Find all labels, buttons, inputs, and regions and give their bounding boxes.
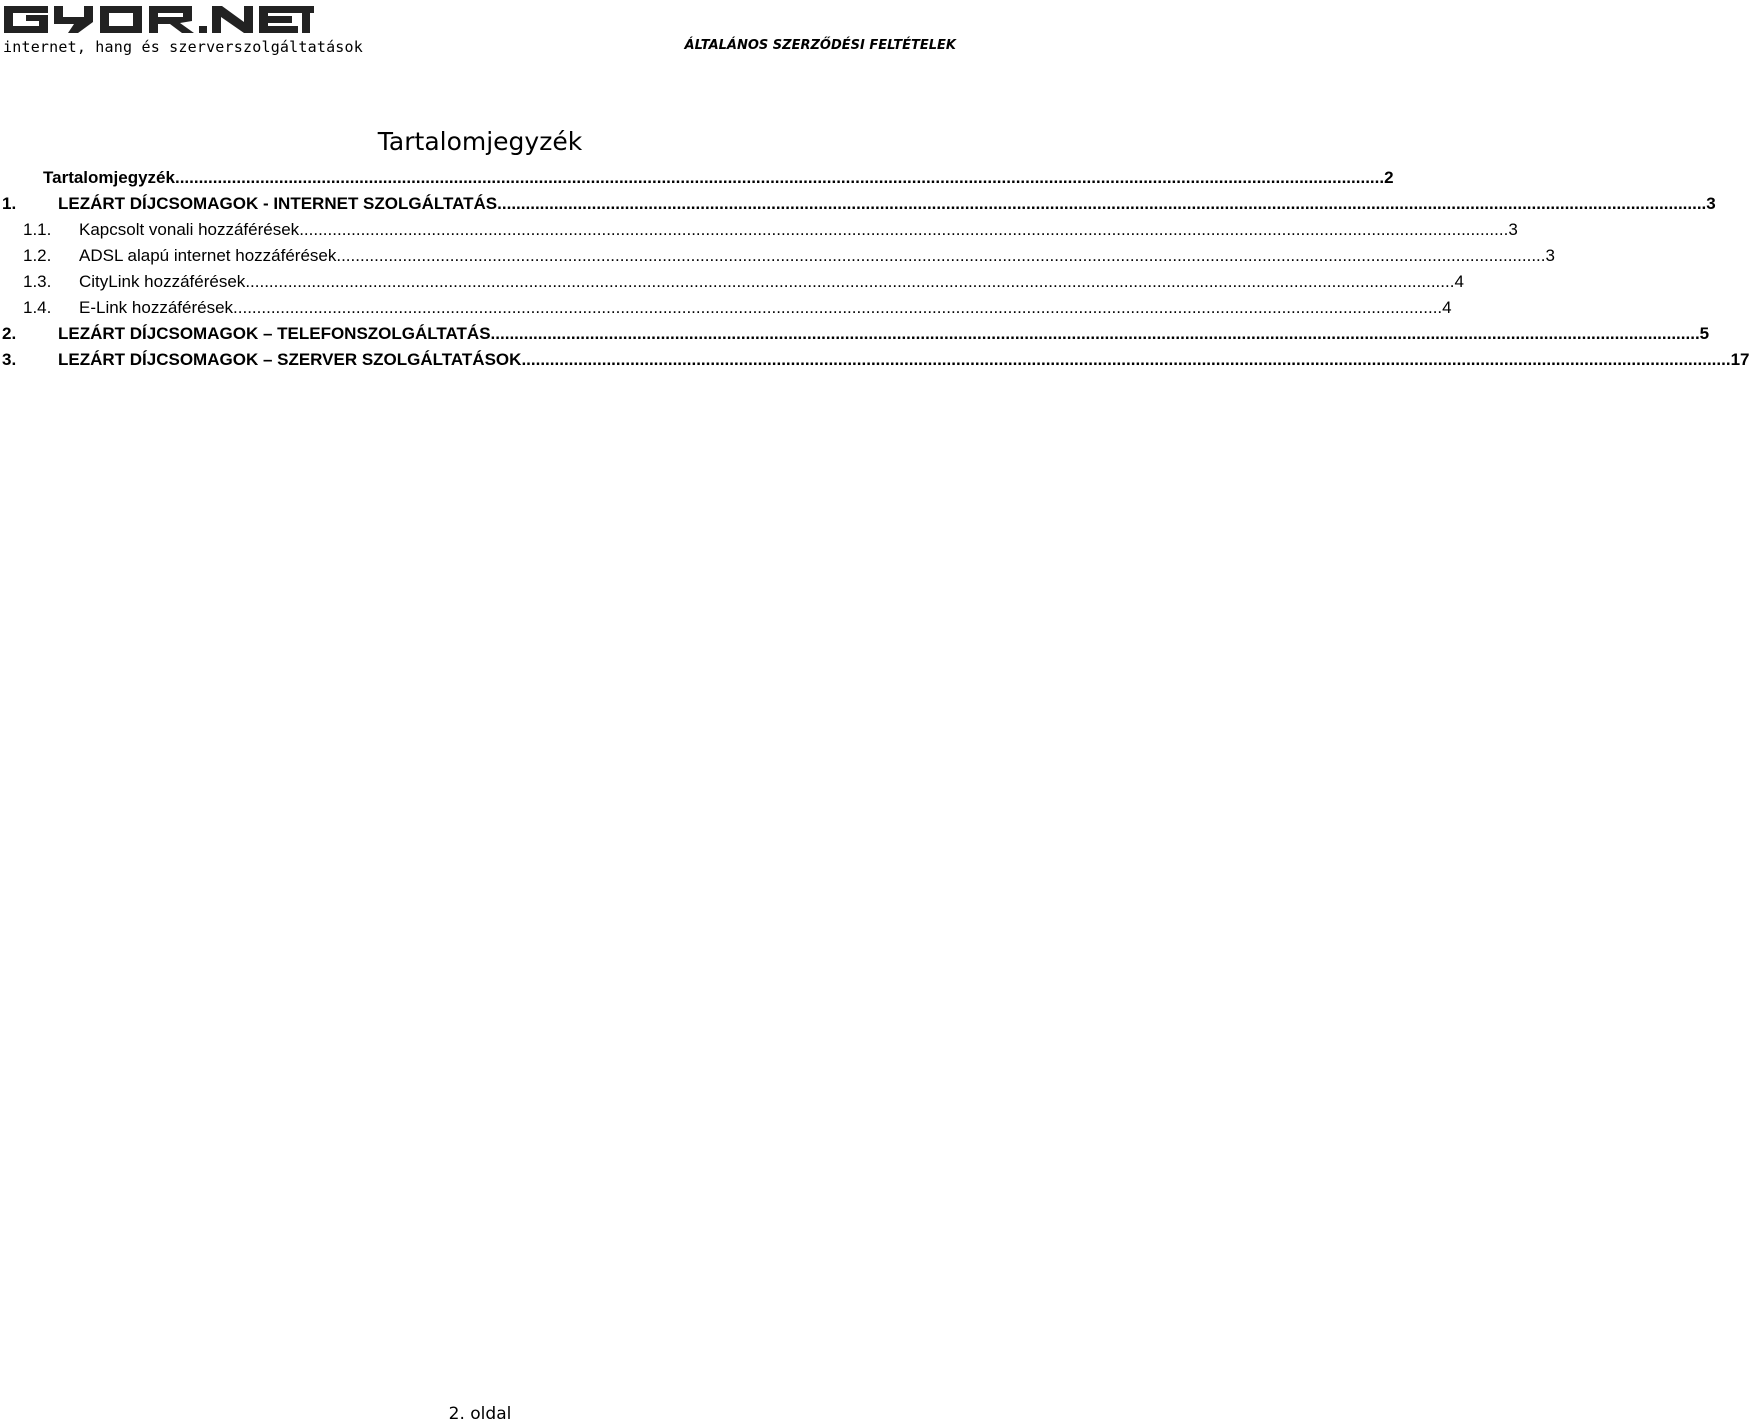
toc-entry[interactable] — [23, 298, 1452, 324]
toc-leader-dots — [233, 298, 1442, 318]
toc-entry[interactable] — [43, 168, 1394, 194]
toc-entry-label: LEZÁRT DÍJCSOMAGOK - INTERNET SZOLGÁLTATÁS — [58, 194, 498, 213]
toc-entry-number: 2. — [2, 324, 17, 343]
toc-entry-label: Kapcsolt vonali hozzáférések — [79, 220, 300, 239]
toc-entry-page: 3 — [1706, 194, 1716, 213]
page-number-footer: 2. oldal — [448, 1404, 512, 1424]
toc-entry[interactable] — [23, 220, 1518, 246]
toc-entry-label: ADSL alapú internet hozzáférések — [79, 246, 337, 265]
toc-entry-page: 4 — [1454, 272, 1464, 291]
document-title: ÁLTALÁNOS SZERZŐDÉSI FELTÉTELEK — [684, 38, 956, 53]
toc-entry[interactable] — [2, 324, 1710, 350]
toc-entry-number: 1. — [2, 194, 17, 213]
toc-entry-label: CityLink hozzáférések — [79, 272, 246, 291]
toc-entry-number: 1.2. — [23, 246, 52, 265]
toc-entry-number: 1.1. — [23, 220, 52, 239]
toc-entry-label: LEZÁRT DÍJCSOMAGOK – TELEFONSZOLGÁLTATÁS — [58, 324, 491, 343]
toc-leader-dots — [175, 168, 1384, 188]
toc-entry-page: 3 — [1545, 246, 1555, 265]
toc-leader-dots — [245, 272, 1454, 292]
toc-entry-page: 4 — [1442, 298, 1452, 317]
toc-leader-dots — [491, 324, 1700, 344]
toc-entry[interactable] — [23, 272, 1464, 298]
toc-entry[interactable] — [2, 350, 1749, 376]
toc-heading: Tartalomjegyzék — [377, 126, 583, 156]
page-header — [0, 0, 960, 60]
toc-entry-page: 3 — [1508, 220, 1518, 239]
toc-entry-label: Tartalomjegyzék — [43, 168, 175, 187]
gyor-net-logo — [2, 2, 314, 34]
toc-entry-page: 17 — [1730, 350, 1749, 369]
toc-entry-label: E-Link hozzáférések — [79, 298, 234, 317]
toc-entry-label: LEZÁRT DÍJCSOMAGOK – SZERVER SZOLGÁLTATÁSOK — [58, 350, 522, 369]
toc-entry[interactable] — [23, 246, 1555, 272]
toc-leader-dots — [521, 350, 1730, 370]
toc-entry-number: 3. — [2, 350, 17, 369]
toc-entry[interactable] — [2, 194, 1716, 220]
toc-leader-dots — [336, 246, 1545, 266]
toc-entry-page: 2 — [1384, 168, 1394, 187]
toc-entry-number: 1.4. — [23, 298, 52, 317]
toc-entry-page: 5 — [1699, 324, 1710, 343]
toc-leader-dots — [299, 220, 1508, 240]
toc-leader-dots — [497, 194, 1706, 214]
company-tagline: internet, hang és szerverszolgáltatások — [3, 38, 363, 56]
toc-entry-number: 1.3. — [23, 272, 52, 291]
